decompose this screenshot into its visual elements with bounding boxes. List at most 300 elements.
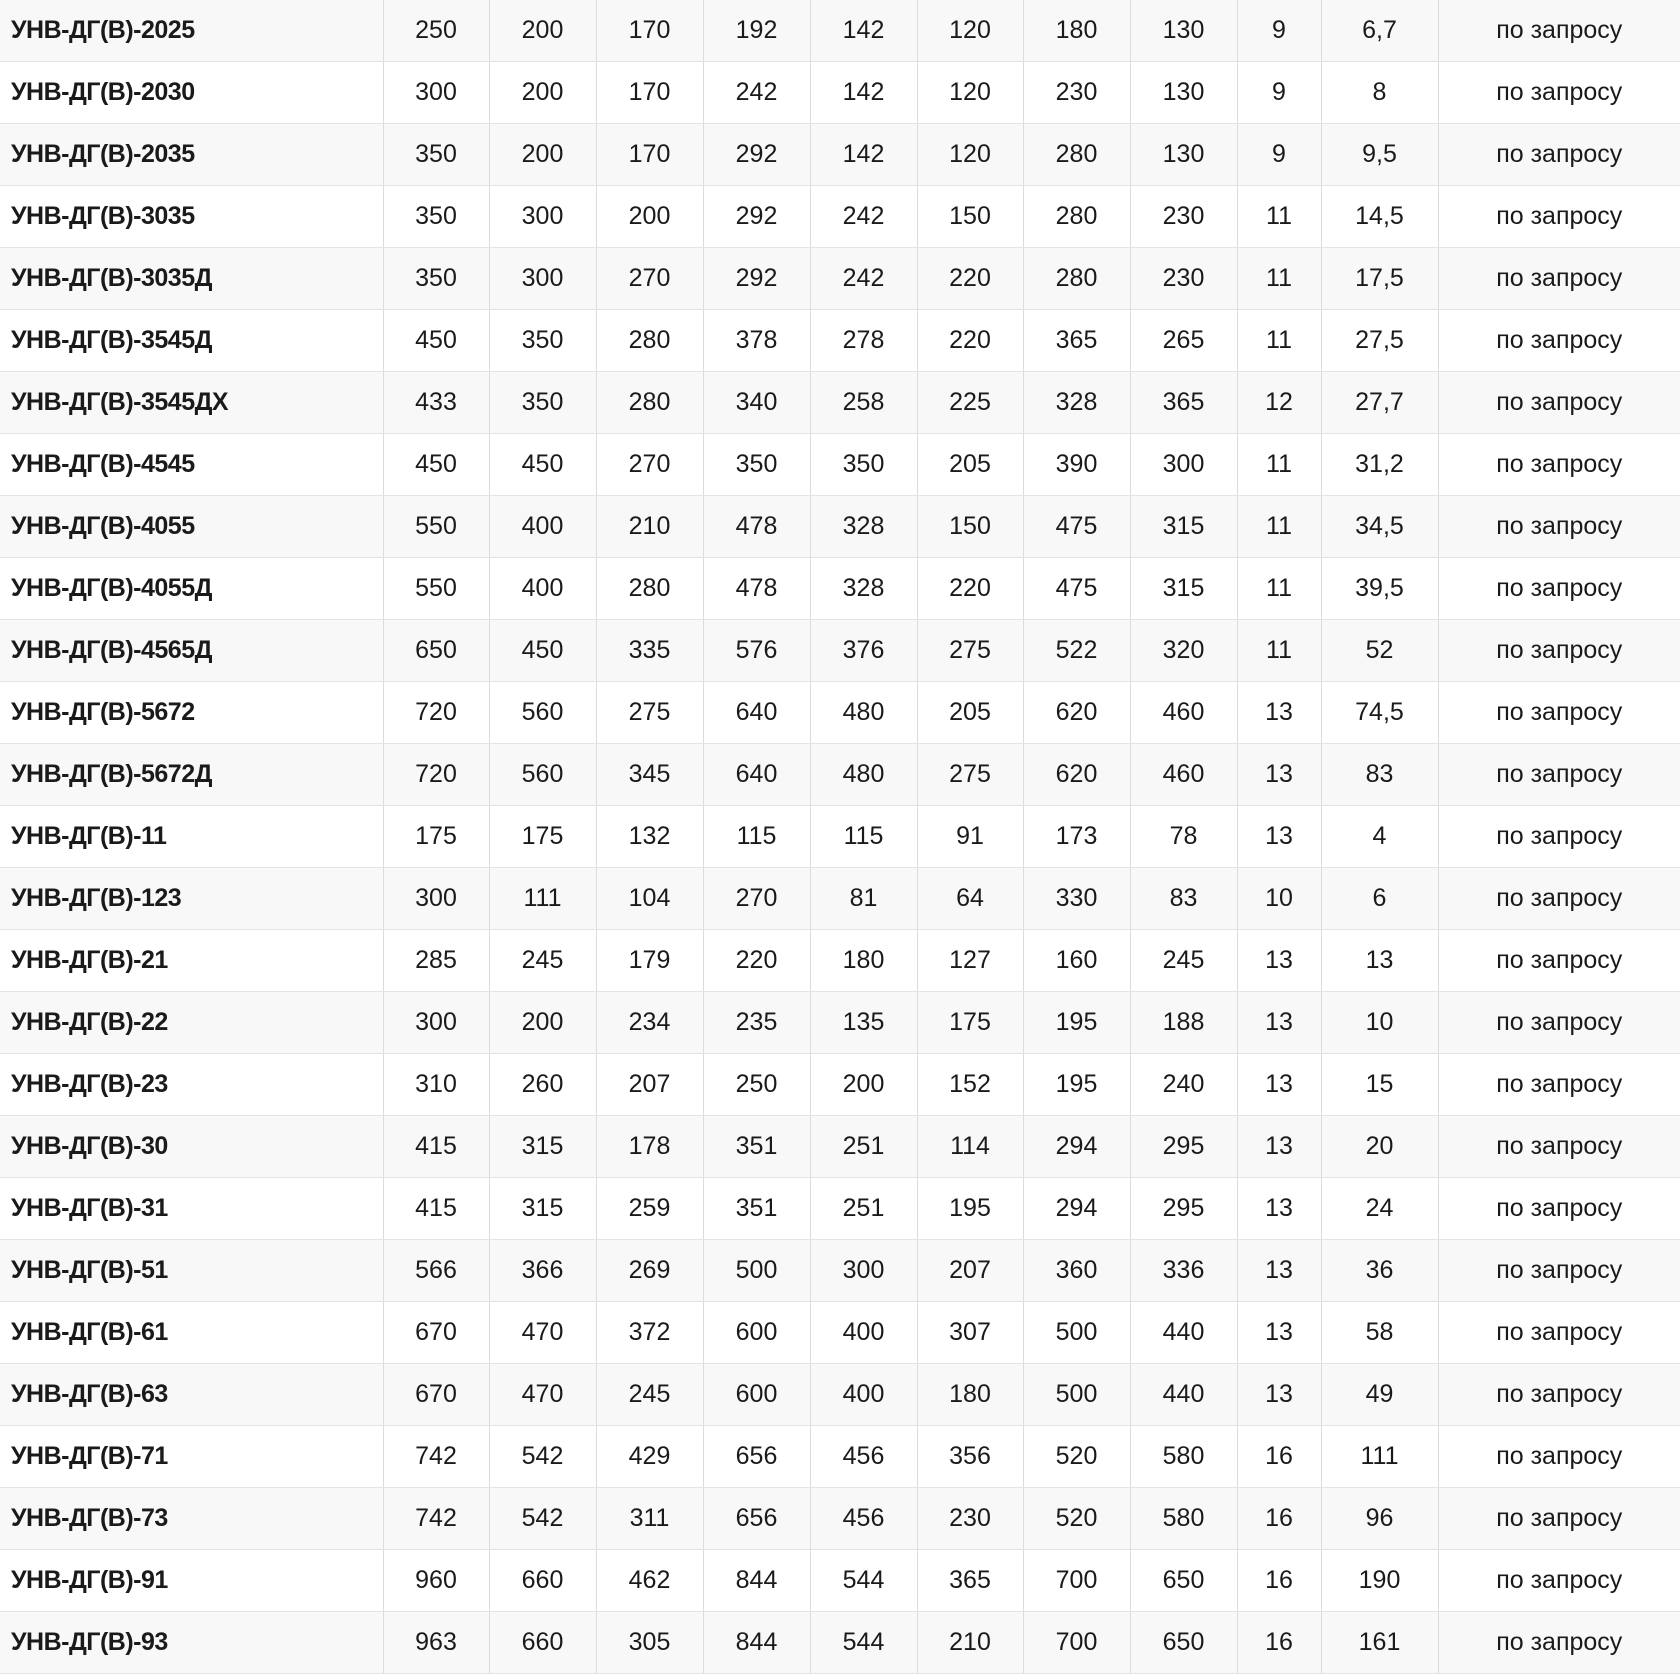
cell-dim-4: 350 xyxy=(703,434,810,496)
cell-dim-4: 500 xyxy=(703,1240,810,1302)
cell-dim-8: 320 xyxy=(1130,620,1237,682)
cell-weight: 74,5 xyxy=(1321,682,1438,744)
cell-model-name: УНВ-ДГ(В)-31 xyxy=(0,1178,383,1240)
cell-dim-1: 720 xyxy=(383,682,489,744)
cell-dim-7: 700 xyxy=(1023,1612,1130,1674)
cell-dim-1: 670 xyxy=(383,1302,489,1364)
cell-model-name: УНВ-ДГ(В)-2025 xyxy=(0,0,383,62)
cell-dim-9: 13 xyxy=(1237,806,1321,868)
cell-dim-2: 470 xyxy=(489,1302,596,1364)
cell-model-name: УНВ-ДГ(В)-61 xyxy=(0,1302,383,1364)
cell-dim-8: 580 xyxy=(1130,1488,1237,1550)
cell-dim-9: 13 xyxy=(1237,1116,1321,1178)
cell-dim-7: 195 xyxy=(1023,1054,1130,1116)
cell-dim-7: 620 xyxy=(1023,682,1130,744)
cell-dim-5: 142 xyxy=(810,62,917,124)
cell-dim-4: 115 xyxy=(703,806,810,868)
cell-dim-2: 175 xyxy=(489,806,596,868)
cell-dim-4: 656 xyxy=(703,1488,810,1550)
cell-dim-1: 550 xyxy=(383,496,489,558)
cell-dim-4: 478 xyxy=(703,558,810,620)
cell-dim-5: 456 xyxy=(810,1488,917,1550)
cell-price: по запросу xyxy=(1438,1488,1680,1550)
cell-price: по запросу xyxy=(1438,1550,1680,1612)
cell-dim-6: 180 xyxy=(917,1364,1023,1426)
cell-dim-2: 560 xyxy=(489,744,596,806)
cell-dim-7: 328 xyxy=(1023,372,1130,434)
cell-dim-5: 200 xyxy=(810,1054,917,1116)
cell-dim-3: 280 xyxy=(596,310,703,372)
cell-dim-9: 11 xyxy=(1237,620,1321,682)
cell-dim-4: 242 xyxy=(703,62,810,124)
table-row xyxy=(0,868,1680,930)
cell-dim-5: 376 xyxy=(810,620,917,682)
cell-dim-1: 450 xyxy=(383,310,489,372)
cell-price: по запросу xyxy=(1438,1240,1680,1302)
cell-dim-6: 275 xyxy=(917,620,1023,682)
cell-dim-4: 640 xyxy=(703,682,810,744)
cell-dim-3: 462 xyxy=(596,1550,703,1612)
table-row xyxy=(0,1116,1680,1178)
cell-dim-5: 242 xyxy=(810,186,917,248)
cell-dim-1: 415 xyxy=(383,1116,489,1178)
cell-model-name: УНВ-ДГ(В)-3545ДХ xyxy=(0,372,383,434)
cell-dim-8: 130 xyxy=(1130,0,1237,62)
cell-dim-6: 307 xyxy=(917,1302,1023,1364)
table-row xyxy=(0,434,1680,496)
cell-dim-8: 315 xyxy=(1130,558,1237,620)
cell-dim-6: 195 xyxy=(917,1178,1023,1240)
cell-model-name: УНВ-ДГ(В)-3035 xyxy=(0,186,383,248)
cell-dim-3: 245 xyxy=(596,1364,703,1426)
cell-dim-5: 278 xyxy=(810,310,917,372)
cell-weight: 10 xyxy=(1321,992,1438,1054)
cell-dim-6: 150 xyxy=(917,186,1023,248)
cell-dim-2: 200 xyxy=(489,992,596,1054)
cell-dim-1: 742 xyxy=(383,1488,489,1550)
cell-dim-6: 205 xyxy=(917,434,1023,496)
cell-dim-7: 294 xyxy=(1023,1178,1130,1240)
cell-dim-7: 195 xyxy=(1023,992,1130,1054)
cell-model-name: УНВ-ДГ(В)-73 xyxy=(0,1488,383,1550)
cell-dim-7: 160 xyxy=(1023,930,1130,992)
cell-dim-1: 175 xyxy=(383,806,489,868)
cell-dim-2: 200 xyxy=(489,62,596,124)
cell-dim-7: 280 xyxy=(1023,186,1130,248)
cell-dim-5: 544 xyxy=(810,1550,917,1612)
cell-dim-2: 450 xyxy=(489,434,596,496)
cell-dim-7: 280 xyxy=(1023,248,1130,310)
cell-price: по запросу xyxy=(1438,0,1680,62)
cell-dim-5: 300 xyxy=(810,1240,917,1302)
cell-dim-2: 660 xyxy=(489,1612,596,1674)
cell-dim-1: 566 xyxy=(383,1240,489,1302)
cell-price: по запросу xyxy=(1438,682,1680,744)
cell-price: по запросу xyxy=(1438,930,1680,992)
cell-dim-6: 152 xyxy=(917,1054,1023,1116)
cell-dim-4: 292 xyxy=(703,186,810,248)
cell-price: по запросу xyxy=(1438,1116,1680,1178)
table-row xyxy=(0,992,1680,1054)
cell-dim-9: 9 xyxy=(1237,124,1321,186)
cell-dim-5: 242 xyxy=(810,248,917,310)
table-row xyxy=(0,372,1680,434)
cell-dim-2: 400 xyxy=(489,496,596,558)
cell-dim-3: 372 xyxy=(596,1302,703,1364)
cell-dim-9: 13 xyxy=(1237,1364,1321,1426)
cell-weight: 20 xyxy=(1321,1116,1438,1178)
cell-dim-7: 522 xyxy=(1023,620,1130,682)
cell-dim-8: 440 xyxy=(1130,1364,1237,1426)
cell-dim-7: 475 xyxy=(1023,496,1130,558)
cell-dim-2: 111 xyxy=(489,868,596,930)
cell-weight: 13 xyxy=(1321,930,1438,992)
cell-dim-1: 300 xyxy=(383,992,489,1054)
cell-price: по запросу xyxy=(1438,1178,1680,1240)
cell-dim-1: 433 xyxy=(383,372,489,434)
table-row xyxy=(0,1426,1680,1488)
cell-dim-1: 415 xyxy=(383,1178,489,1240)
cell-weight: 8 xyxy=(1321,62,1438,124)
cell-dim-2: 200 xyxy=(489,124,596,186)
cell-dim-9: 16 xyxy=(1237,1426,1321,1488)
cell-dim-4: 378 xyxy=(703,310,810,372)
cell-dim-5: 251 xyxy=(810,1178,917,1240)
cell-dim-6: 205 xyxy=(917,682,1023,744)
cell-weight: 58 xyxy=(1321,1302,1438,1364)
cell-dim-8: 230 xyxy=(1130,186,1237,248)
cell-model-name: УНВ-ДГ(В)-4055 xyxy=(0,496,383,558)
cell-weight: 9,5 xyxy=(1321,124,1438,186)
table-row xyxy=(0,186,1680,248)
cell-dim-6: 120 xyxy=(917,124,1023,186)
cell-dim-6: 150 xyxy=(917,496,1023,558)
cell-model-name: УНВ-ДГ(В)-11 xyxy=(0,806,383,868)
cell-dim-3: 207 xyxy=(596,1054,703,1116)
cell-dim-9: 13 xyxy=(1237,1054,1321,1116)
cell-dim-7: 520 xyxy=(1023,1488,1130,1550)
cell-dim-5: 328 xyxy=(810,558,917,620)
cell-dim-8: 365 xyxy=(1130,372,1237,434)
cell-dim-3: 280 xyxy=(596,372,703,434)
cell-price: по запросу xyxy=(1438,434,1680,496)
cell-weight: 36 xyxy=(1321,1240,1438,1302)
cell-weight: 6,7 xyxy=(1321,0,1438,62)
table-row xyxy=(0,62,1680,124)
cell-model-name: УНВ-ДГ(В)-2035 xyxy=(0,124,383,186)
cell-dim-2: 260 xyxy=(489,1054,596,1116)
cell-model-name: УНВ-ДГ(В)-5672Д xyxy=(0,744,383,806)
table-row xyxy=(0,1054,1680,1116)
cell-model-name: УНВ-ДГ(В)-93 xyxy=(0,1612,383,1674)
cell-dim-8: 650 xyxy=(1130,1550,1237,1612)
cell-weight: 96 xyxy=(1321,1488,1438,1550)
cell-model-name: УНВ-ДГ(В)-4565Д xyxy=(0,620,383,682)
cell-price: по запросу xyxy=(1438,1426,1680,1488)
cell-dim-1: 300 xyxy=(383,868,489,930)
cell-dim-3: 305 xyxy=(596,1612,703,1674)
cell-dim-1: 742 xyxy=(383,1426,489,1488)
cell-model-name: УНВ-ДГ(В)-5672 xyxy=(0,682,383,744)
cell-dim-4: 250 xyxy=(703,1054,810,1116)
table-row xyxy=(0,806,1680,868)
cell-dim-4: 351 xyxy=(703,1178,810,1240)
cell-weight: 34,5 xyxy=(1321,496,1438,558)
cell-dim-8: 295 xyxy=(1130,1178,1237,1240)
table-row xyxy=(0,124,1680,186)
cell-dim-3: 429 xyxy=(596,1426,703,1488)
cell-dim-2: 315 xyxy=(489,1178,596,1240)
cell-dim-8: 245 xyxy=(1130,930,1237,992)
cell-price: по запросу xyxy=(1438,992,1680,1054)
cell-dim-7: 173 xyxy=(1023,806,1130,868)
cell-price: по запросу xyxy=(1438,186,1680,248)
cell-dim-9: 12 xyxy=(1237,372,1321,434)
cell-dim-5: 142 xyxy=(810,124,917,186)
cell-dim-5: 480 xyxy=(810,744,917,806)
cell-dim-2: 560 xyxy=(489,682,596,744)
cell-model-name: УНВ-ДГ(В)-21 xyxy=(0,930,383,992)
cell-dim-3: 234 xyxy=(596,992,703,1054)
cell-weight: 24 xyxy=(1321,1178,1438,1240)
cell-dim-7: 700 xyxy=(1023,1550,1130,1612)
cell-dim-7: 294 xyxy=(1023,1116,1130,1178)
cell-dim-8: 336 xyxy=(1130,1240,1237,1302)
cell-weight: 39,5 xyxy=(1321,558,1438,620)
cell-dim-9: 13 xyxy=(1237,930,1321,992)
cell-dim-3: 280 xyxy=(596,558,703,620)
cell-price: по запросу xyxy=(1438,1364,1680,1426)
cell-dim-7: 360 xyxy=(1023,1240,1130,1302)
cell-weight: 31,2 xyxy=(1321,434,1438,496)
cell-dim-7: 365 xyxy=(1023,310,1130,372)
cell-dim-3: 170 xyxy=(596,62,703,124)
cell-dim-2: 366 xyxy=(489,1240,596,1302)
cell-dim-4: 292 xyxy=(703,248,810,310)
cell-dim-6: 220 xyxy=(917,558,1023,620)
cell-dim-8: 300 xyxy=(1130,434,1237,496)
cell-dim-2: 350 xyxy=(489,372,596,434)
table-row xyxy=(0,248,1680,310)
cell-dim-3: 170 xyxy=(596,0,703,62)
cell-dim-5: 480 xyxy=(810,682,917,744)
cell-dim-4: 235 xyxy=(703,992,810,1054)
table-row xyxy=(0,1364,1680,1426)
cell-dim-9: 10 xyxy=(1237,868,1321,930)
cell-dim-4: 576 xyxy=(703,620,810,682)
cell-price: по запросу xyxy=(1438,1054,1680,1116)
cell-dim-1: 960 xyxy=(383,1550,489,1612)
cell-dim-7: 280 xyxy=(1023,124,1130,186)
cell-model-name: УНВ-ДГ(В)-71 xyxy=(0,1426,383,1488)
cell-price: по запросу xyxy=(1438,558,1680,620)
cell-dim-4: 656 xyxy=(703,1426,810,1488)
cell-dim-3: 210 xyxy=(596,496,703,558)
cell-dim-4: 192 xyxy=(703,0,810,62)
cell-dim-6: 64 xyxy=(917,868,1023,930)
cell-dim-6: 127 xyxy=(917,930,1023,992)
cell-model-name: УНВ-ДГ(В)-4545 xyxy=(0,434,383,496)
cell-weight: 52 xyxy=(1321,620,1438,682)
table-row xyxy=(0,1302,1680,1364)
cell-model-name: УНВ-ДГ(В)-4055Д xyxy=(0,558,383,620)
cell-dim-5: 115 xyxy=(810,806,917,868)
cell-dim-2: 200 xyxy=(489,0,596,62)
cell-dim-3: 270 xyxy=(596,248,703,310)
cell-model-name: УНВ-ДГ(В)-22 xyxy=(0,992,383,1054)
cell-dim-1: 350 xyxy=(383,124,489,186)
cell-dim-6: 275 xyxy=(917,744,1023,806)
cell-dim-5: 400 xyxy=(810,1364,917,1426)
cell-dim-7: 520 xyxy=(1023,1426,1130,1488)
cell-dim-1: 720 xyxy=(383,744,489,806)
cell-price: по запросу xyxy=(1438,496,1680,558)
cell-dim-6: 225 xyxy=(917,372,1023,434)
table-row xyxy=(0,1488,1680,1550)
cell-dim-9: 11 xyxy=(1237,186,1321,248)
cell-dim-9: 13 xyxy=(1237,992,1321,1054)
cell-dim-4: 640 xyxy=(703,744,810,806)
cell-dim-4: 220 xyxy=(703,930,810,992)
cell-dim-8: 130 xyxy=(1130,62,1237,124)
cell-dim-4: 600 xyxy=(703,1364,810,1426)
cell-dim-6: 175 xyxy=(917,992,1023,1054)
cell-price: по запросу xyxy=(1438,744,1680,806)
cell-price: по запросу xyxy=(1438,806,1680,868)
cell-weight: 27,7 xyxy=(1321,372,1438,434)
cell-weight: 111 xyxy=(1321,1426,1438,1488)
cell-dim-8: 188 xyxy=(1130,992,1237,1054)
cell-price: по запросу xyxy=(1438,1612,1680,1674)
cell-dim-1: 650 xyxy=(383,620,489,682)
cell-dim-3: 200 xyxy=(596,186,703,248)
cell-dim-3: 132 xyxy=(596,806,703,868)
cell-weight: 49 xyxy=(1321,1364,1438,1426)
cell-weight: 161 xyxy=(1321,1612,1438,1674)
cell-dim-3: 275 xyxy=(596,682,703,744)
cell-dim-3: 178 xyxy=(596,1116,703,1178)
cell-dim-3: 170 xyxy=(596,124,703,186)
cell-dim-5: 135 xyxy=(810,992,917,1054)
cell-dim-6: 230 xyxy=(917,1488,1023,1550)
cell-dim-8: 460 xyxy=(1130,682,1237,744)
cell-dim-5: 81 xyxy=(810,868,917,930)
cell-dim-9: 11 xyxy=(1237,496,1321,558)
cell-dim-6: 365 xyxy=(917,1550,1023,1612)
cell-dim-7: 390 xyxy=(1023,434,1130,496)
cell-dim-8: 240 xyxy=(1130,1054,1237,1116)
table-row xyxy=(0,1612,1680,1674)
cell-dim-9: 16 xyxy=(1237,1612,1321,1674)
cell-dim-7: 500 xyxy=(1023,1364,1130,1426)
cell-dim-1: 285 xyxy=(383,930,489,992)
cell-weight: 15 xyxy=(1321,1054,1438,1116)
cell-dim-4: 478 xyxy=(703,496,810,558)
cell-dim-7: 230 xyxy=(1023,62,1130,124)
cell-dim-2: 542 xyxy=(489,1488,596,1550)
cell-dim-5: 350 xyxy=(810,434,917,496)
cell-price: по запросу xyxy=(1438,372,1680,434)
cell-model-name: УНВ-ДГ(В)-63 xyxy=(0,1364,383,1426)
table-row xyxy=(0,310,1680,372)
cell-dim-6: 220 xyxy=(917,248,1023,310)
cell-dim-7: 180 xyxy=(1023,0,1130,62)
cell-weight: 83 xyxy=(1321,744,1438,806)
cell-price: по запросу xyxy=(1438,310,1680,372)
cell-dim-1: 300 xyxy=(383,62,489,124)
cell-dim-5: 142 xyxy=(810,0,917,62)
cell-price: по запросу xyxy=(1438,1302,1680,1364)
cell-dim-7: 500 xyxy=(1023,1302,1130,1364)
cell-dim-5: 544 xyxy=(810,1612,917,1674)
cell-dim-2: 315 xyxy=(489,1116,596,1178)
cell-dim-9: 11 xyxy=(1237,434,1321,496)
cell-dim-6: 91 xyxy=(917,806,1023,868)
cell-dim-6: 120 xyxy=(917,62,1023,124)
cell-dim-5: 258 xyxy=(810,372,917,434)
cell-dim-5: 180 xyxy=(810,930,917,992)
cell-dim-9: 16 xyxy=(1237,1550,1321,1612)
cell-dim-8: 83 xyxy=(1130,868,1237,930)
cell-dim-8: 230 xyxy=(1130,248,1237,310)
cell-dim-4: 340 xyxy=(703,372,810,434)
table-row xyxy=(0,682,1680,744)
cell-dim-9: 11 xyxy=(1237,310,1321,372)
cell-dim-1: 670 xyxy=(383,1364,489,1426)
table-row xyxy=(0,1240,1680,1302)
cell-dim-9: 13 xyxy=(1237,1178,1321,1240)
cell-dim-2: 660 xyxy=(489,1550,596,1612)
cell-dim-8: 440 xyxy=(1130,1302,1237,1364)
cell-dim-6: 120 xyxy=(917,0,1023,62)
cell-dim-9: 16 xyxy=(1237,1488,1321,1550)
cell-dim-9: 11 xyxy=(1237,248,1321,310)
table-row xyxy=(0,1178,1680,1240)
cell-price: по запросу xyxy=(1438,124,1680,186)
cell-dim-5: 400 xyxy=(810,1302,917,1364)
cell-dim-8: 78 xyxy=(1130,806,1237,868)
cell-dim-6: 207 xyxy=(917,1240,1023,1302)
cell-dim-3: 269 xyxy=(596,1240,703,1302)
cell-dim-4: 844 xyxy=(703,1612,810,1674)
cell-weight: 190 xyxy=(1321,1550,1438,1612)
cell-dim-9: 13 xyxy=(1237,744,1321,806)
cell-dim-8: 460 xyxy=(1130,744,1237,806)
cell-dim-8: 295 xyxy=(1130,1116,1237,1178)
cell-dim-8: 265 xyxy=(1130,310,1237,372)
cell-dim-4: 844 xyxy=(703,1550,810,1612)
cell-dim-5: 456 xyxy=(810,1426,917,1488)
cell-dim-1: 550 xyxy=(383,558,489,620)
cell-dim-4: 270 xyxy=(703,868,810,930)
cell-dim-6: 210 xyxy=(917,1612,1023,1674)
cell-dim-8: 650 xyxy=(1130,1612,1237,1674)
cell-dim-2: 300 xyxy=(489,248,596,310)
table-row xyxy=(0,1550,1680,1612)
table-row xyxy=(0,0,1680,62)
cell-model-name: УНВ-ДГ(В)-3035Д xyxy=(0,248,383,310)
cell-dim-5: 328 xyxy=(810,496,917,558)
cell-weight: 14,5 xyxy=(1321,186,1438,248)
cell-dim-4: 292 xyxy=(703,124,810,186)
cell-dim-3: 259 xyxy=(596,1178,703,1240)
cell-dim-7: 620 xyxy=(1023,744,1130,806)
cell-model-name: УНВ-ДГ(В)-23 xyxy=(0,1054,383,1116)
cell-dim-9: 13 xyxy=(1237,682,1321,744)
cell-dim-3: 311 xyxy=(596,1488,703,1550)
cell-dim-3: 179 xyxy=(596,930,703,992)
cell-weight: 4 xyxy=(1321,806,1438,868)
